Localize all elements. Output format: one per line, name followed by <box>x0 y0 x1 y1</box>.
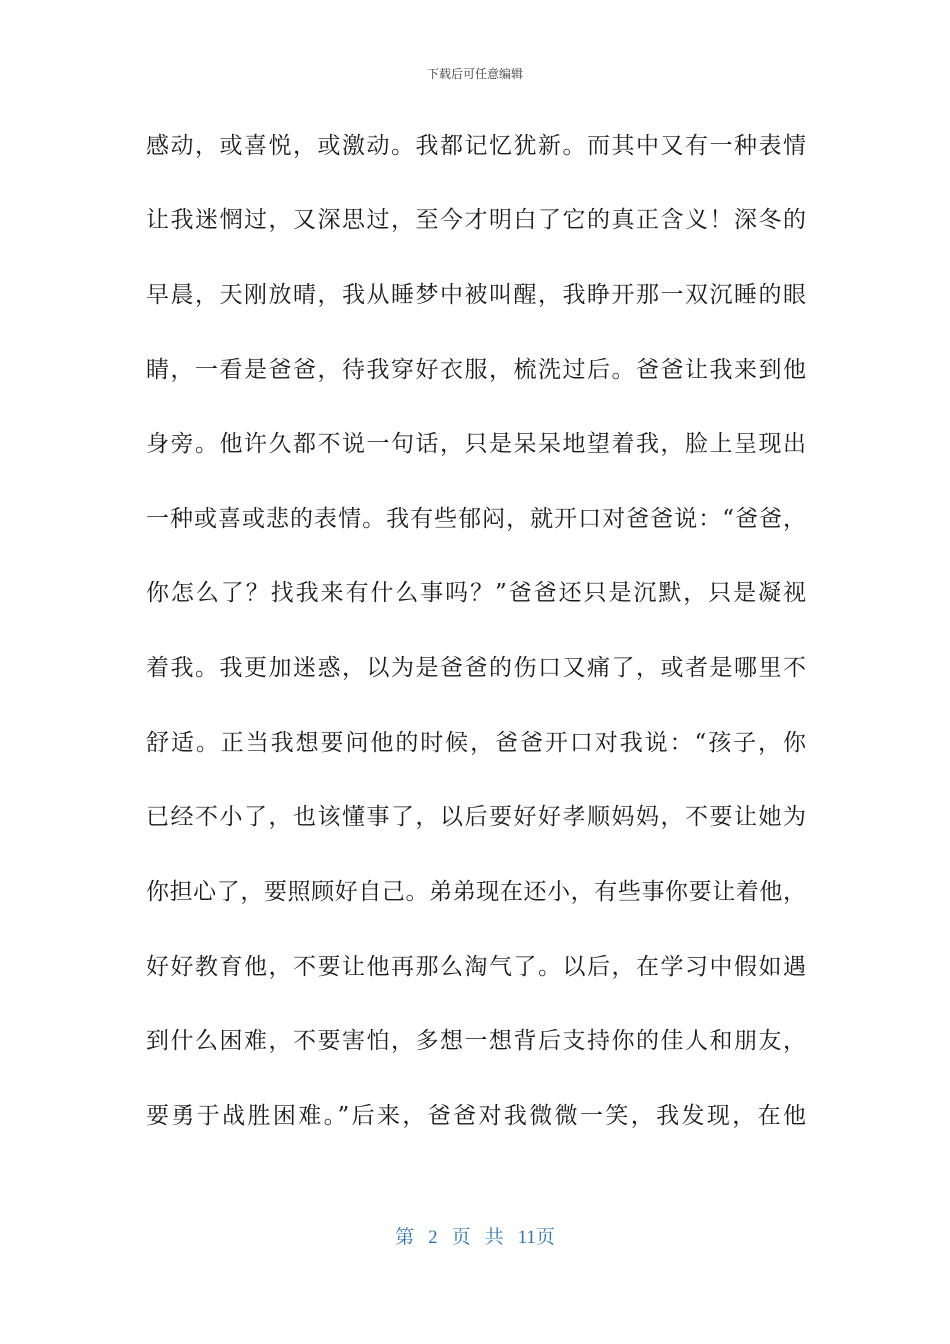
text-line: 感动，或喜悦，或激动。我都记忆犹新。而其中又有一种表情 <box>146 133 806 159</box>
footer-total-pages: 11 <box>517 1227 536 1248</box>
text-line: 你担心了，要照顾好自己。弟弟现在还小，有些事你要让着他， <box>146 879 806 905</box>
text-line: 着我。我更加迷惑，以为是爸爸的伤口又痛了，或者是哪里不 <box>146 655 806 681</box>
footer-prefix: 第 <box>395 1227 415 1248</box>
text-line: 已经不小了，也该懂事了，以后要好好孝顺妈妈，不要让她为 <box>146 804 806 830</box>
text-line: 让我迷惘过，又深思过，至今才明白了它的真正含义！深冬的 <box>146 207 806 233</box>
text-line: 一种或喜或悲的表情。我有些郁闷，就开口对爸爸说：“爸爸， <box>146 506 806 532</box>
footer-page-word: 页 <box>451 1227 471 1248</box>
text-line: 到什么困难，不要害怕，多想一想背后支持你的佳人和朋友， <box>146 1028 806 1054</box>
text-line: 要勇于战胜困难。”后来，爸爸对我微微一笑，我发现，在他 <box>146 1103 806 1129</box>
text-line: 睛，一看是爸爸，待我穿好衣服，梳洗过后。爸爸让我来到他 <box>146 357 806 383</box>
text-line: 你怎么了？找我来有什么事吗？”爸爸还只是沉默，只是凝视 <box>146 580 806 606</box>
text-line: 早晨，天刚放晴，我从睡梦中被叫醒，我睁开那一双沉睡的眼 <box>146 282 806 308</box>
page-footer <box>0 1224 950 1252</box>
text-line: 舒适。正当我想要问他的时候，爸爸开口对我说：“孩子，你 <box>146 730 806 756</box>
footer-suffix: 页 <box>535 1227 555 1248</box>
footer-total-prefix: 共 <box>484 1227 504 1248</box>
text-line: 好好教育他，不要让他再那么淘气了。以后，在学习中假如遇 <box>146 954 806 980</box>
page-header: 下载后可任意编辑 <box>426 67 523 81</box>
footer-current-page: 2 <box>428 1227 438 1248</box>
text-line: 身旁。他许久都不说一句话，只是呆呆地望着我，脸上呈现出 <box>146 431 806 457</box>
